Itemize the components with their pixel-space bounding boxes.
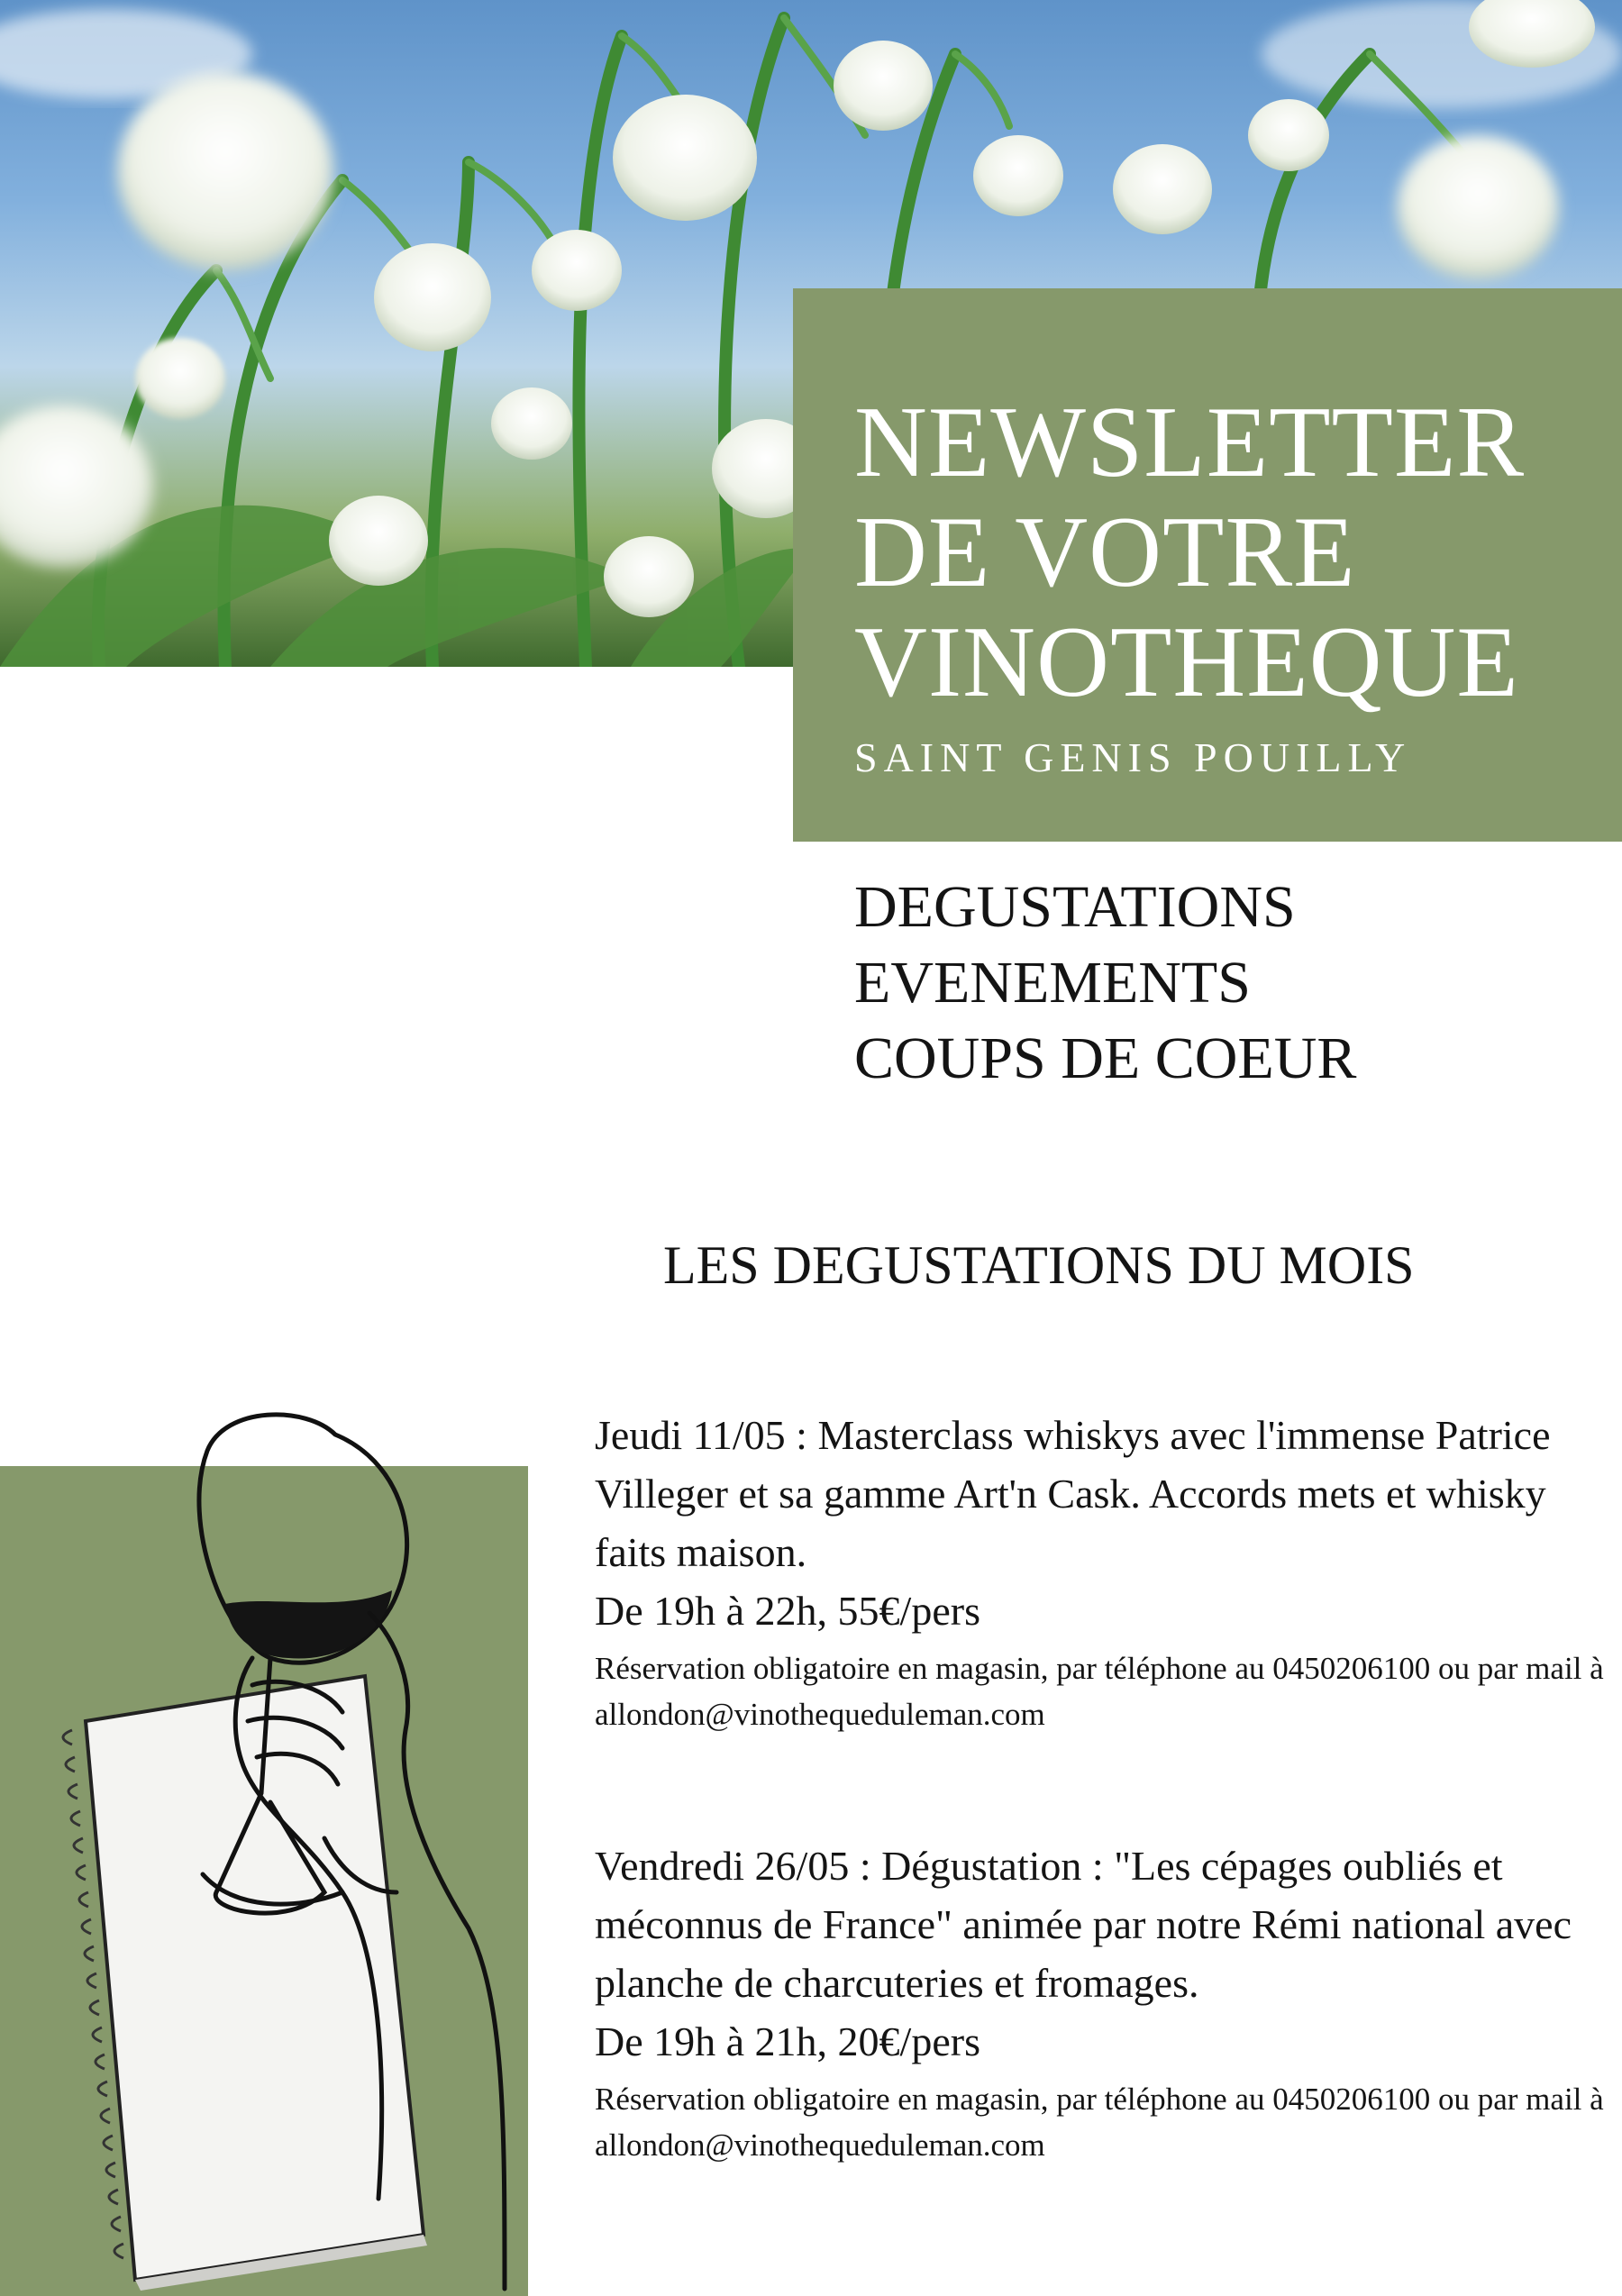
location-subtitle: SAINT GENIS POUILLY (854, 734, 1412, 780)
event-reservation: Réservation obligatoire en magasin, par téléphone au 0450206100 ou par mail à allondon@vinothequeduleman.com (595, 2082, 1604, 2163)
wine-glass-notebook-illustration (0, 1388, 577, 2296)
title-line-3: VINOTHEQUE (854, 606, 1519, 718)
newsletter-title-box (793, 288, 1622, 842)
event-reservation: Réservation obligatoire en magasin, par téléphone au 0450206100 ou par mail à allondon@vinothequeduleman.com (595, 1651, 1604, 1732)
topic-item: DEGUSTATIONS (854, 874, 1296, 940)
title-line-2: DE VOTRE (854, 497, 1356, 608)
event-time-price: De 19h à 21h, 20€/pers (595, 2018, 980, 2064)
topics-list (854, 870, 1356, 1097)
event-item (595, 1406, 1613, 1737)
topic-item: COUPS DE COEUR (854, 1025, 1357, 1091)
event-time-price: De 19h à 22h, 55€/pers (595, 1588, 980, 1634)
event-item (595, 1836, 1613, 2168)
title-line-1: NEWSLETTER (854, 387, 1526, 498)
event-description: Jeudi 11/05 : Masterclass whiskys avec l'immense Patrice Villeger et sa gamme Art'n Cask. Accords mets et whisky faits maison. (595, 1412, 1551, 1575)
topic-item: EVENEMENTS (854, 950, 1251, 1016)
event-description: Vendredi 26/05 : Dégustation : "Les cépages oubliés et méconnus de France" animée par notre Rémi national avec planche de charcuteries et fromages. (595, 1843, 1572, 2006)
section-title: LES DEGUSTATIONS DU MOIS (663, 1235, 1415, 1295)
